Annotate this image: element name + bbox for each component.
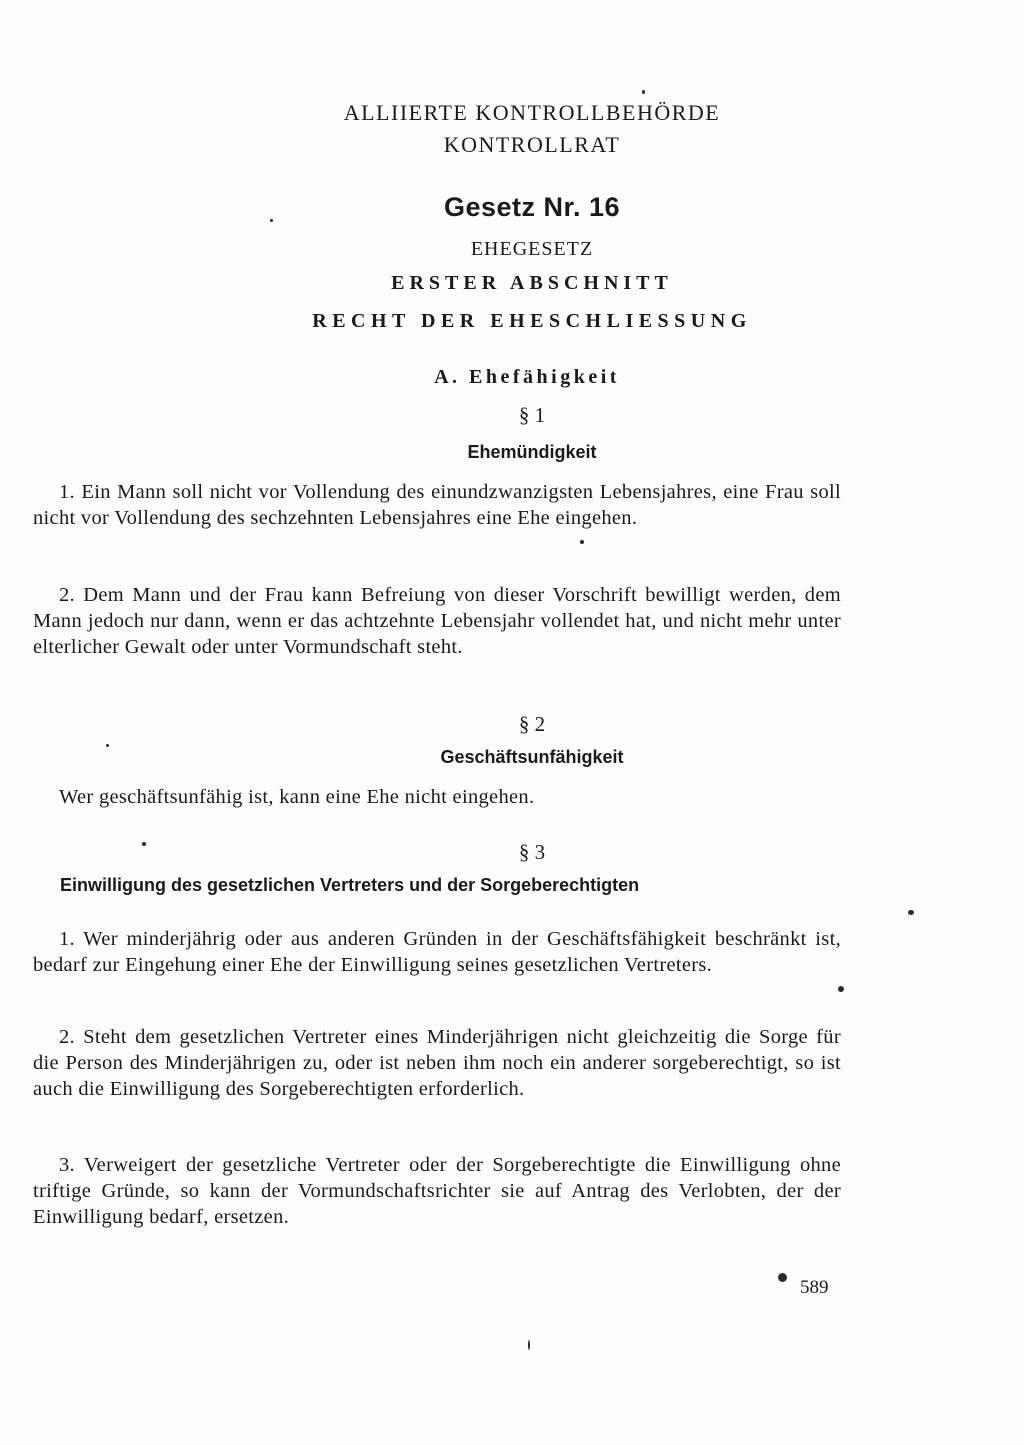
council-heading: KONTROLLRAT	[443, 132, 621, 157]
section-heading: ERSTER ABSCHNITT	[391, 272, 673, 294]
paragraph-number: § 2	[518, 712, 546, 736]
clause-text: 1. Wer minderjährig oder aus anderen Gründen in der Geschäftsfähigkeit beschränkt ist, bedarf zur Eingehung einer Ehe der Einwilligung seines gesetzlichen Vertreters.	[33, 928, 841, 976]
scan-speck	[528, 1340, 530, 1350]
paragraph-title: Ehemündigkeit	[467, 442, 597, 462]
clause-text: 3. Verweigert der gesetzliche Vertreter oder der Sorgeberechtigte die Einwilligung ohne triftige Gründe, so kann der Vormundschaftsrichter sie auf Antrag des Verlobten, der der Einwilligung bedarf, ersetzen.	[33, 1154, 841, 1228]
authority-heading: ALLIIERTE KONTROLLBEHÖRDE	[343, 100, 721, 125]
clause-text: 2. Dem Mann und der Frau kann Befreiung von dieser Vorschrift bewilligt werden, dem Mann jedoch nur dann, wenn er das achtzehnte Lebensjahr vollendet hat, und nicht mehr unter elterlicher Gewalt oder unter Vormundschaft steht.	[33, 584, 841, 658]
scan-speck	[270, 219, 273, 222]
scan-speck	[838, 986, 844, 992]
paragraph-number: § 1	[518, 403, 546, 427]
scan-speck	[642, 90, 645, 94]
page-number: 589	[800, 1277, 829, 1298]
scan-speck	[106, 744, 109, 747]
clause-text: Wer geschäftsunfähig ist, kann eine Ehe nicht eingehen.	[59, 786, 535, 808]
clause-text: 1. Ein Mann soll nicht vor Vollendung des einundzwanzigsten Lebensjahres, eine Frau soll nicht vor Vollendung des sechzehnten Lebensjahres eine Ehe eingehen.	[33, 481, 841, 529]
scan-speck	[580, 540, 584, 544]
section-title: RECHT DER EHESCHLIESSUNG	[312, 310, 752, 332]
scan-speck	[908, 910, 914, 915]
paragraph-number: § 3	[518, 840, 546, 864]
part-heading: A. Ehefähigkeit	[434, 366, 620, 388]
scan-speck	[778, 1273, 787, 1282]
scan-speck	[142, 842, 146, 846]
paragraph-title: Geschäftsunfähigkeit	[440, 747, 624, 767]
law-subtitle: EHEGESETZ	[470, 238, 594, 260]
paragraph-title: Einwilligung des gesetzlichen Vertreters und der Sorgeberechtigten	[60, 875, 640, 895]
clause-text: 2. Steht dem gesetzlichen Vertreter eines Minderjährigen nicht gleichzeitig die Sorge für die Person des Minderjährigen zu, oder ist neben ihm noch ein anderer sorgeberechtigt, so ist auch die Einwilligung des Sorgeberechtigten erforderlich.	[33, 1026, 841, 1100]
law-title: Gesetz Nr. 16	[443, 192, 621, 222]
